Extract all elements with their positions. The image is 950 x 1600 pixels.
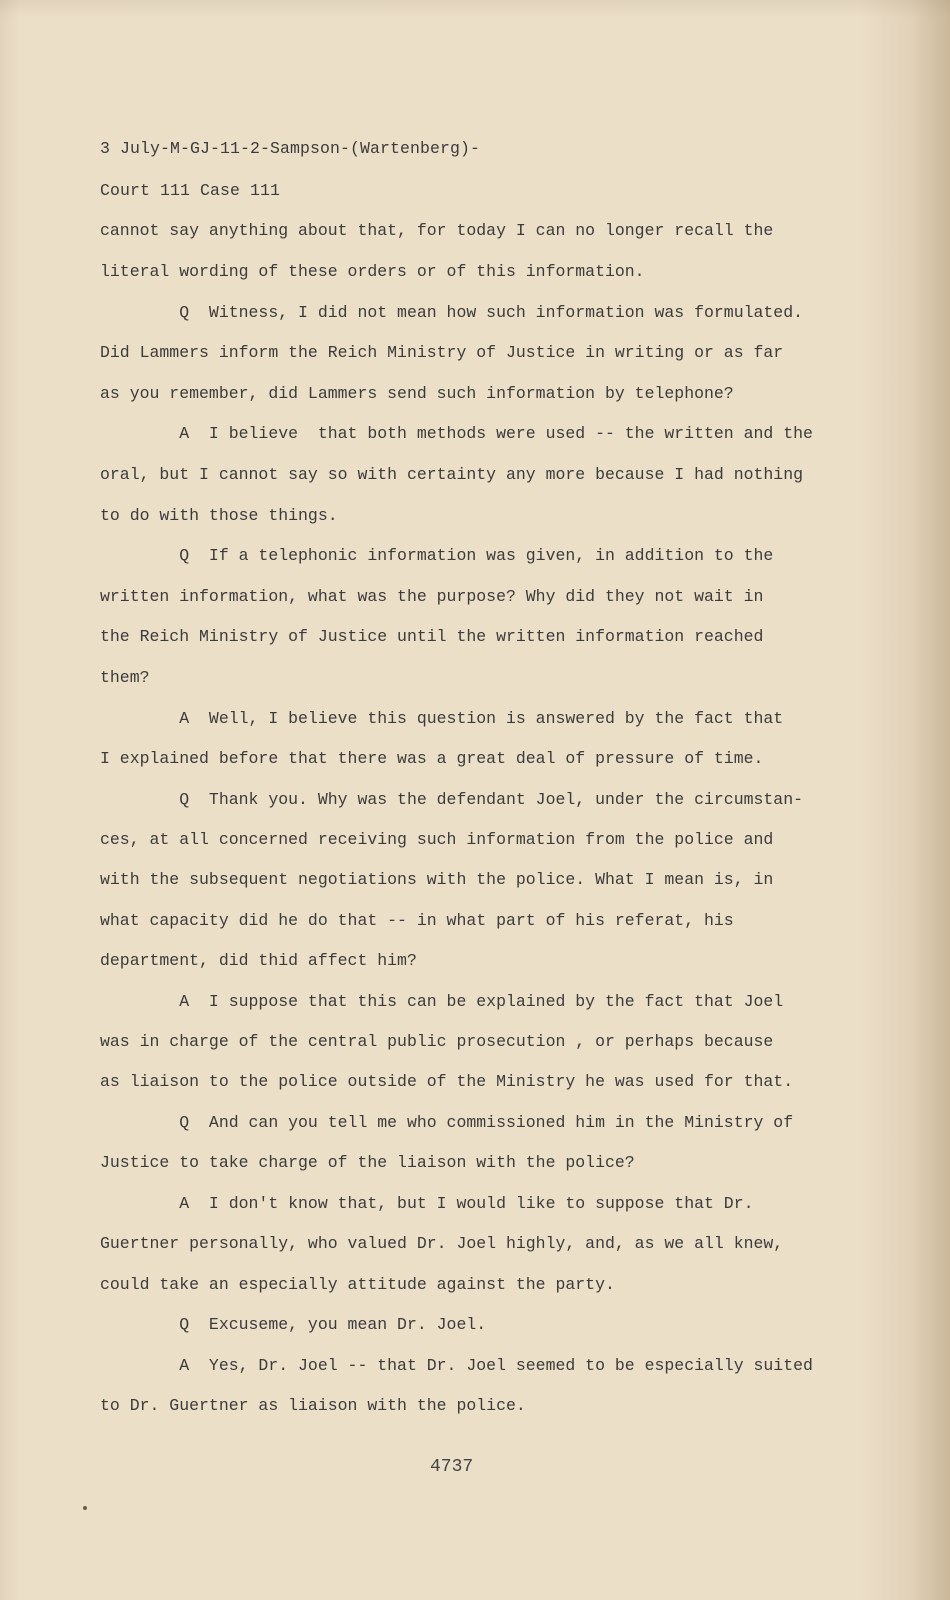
text-line: with the subsequent negotiations with the police. What I mean is, in (100, 870, 774, 889)
text-line: cannot say anything about that, for today I can no longer recall the (100, 221, 774, 240)
text-line: as liaison to the police outside of the Ministry he was used for that. (100, 1072, 794, 1091)
text-line: Q Thank you. Why was the defendant Joel, under the circumstan- (100, 790, 804, 809)
text-line: oral, but I cannot say so with certainty any more because I had nothing (100, 465, 804, 484)
text-line: Guertner personally, who valued Dr. Joel highly, and, as we all knew, (100, 1234, 784, 1253)
text-line: Q Witness, I did not mean how such information was formulated. (100, 303, 804, 322)
text-line: A Yes, Dr. Joel -- that Dr. Joel seemed to be especially suited (100, 1356, 813, 1375)
text-line: to do with those things. (100, 506, 338, 525)
text-line: A I suppose that this can be explained by the fact that Joel (100, 992, 784, 1011)
text-line: Did Lammers inform the Reich Ministry of Justice in writing or as far (100, 343, 784, 362)
case-header: 3 July-M-GJ-11-2-Sampson-(Wartenberg)- (100, 139, 481, 158)
text-line: A I believe that both methods were used -- the written and the (100, 424, 813, 443)
text-line: to Dr. Guertner as liaison with the police. (100, 1396, 526, 1415)
court-header: Court 111 Case 111 (100, 181, 281, 200)
page-number: 4737 (430, 1457, 474, 1477)
text-line: as you remember, did Lammers send such information by telephone? (100, 384, 734, 403)
text-line: was in charge of the central public prosecution , or perhaps because (100, 1032, 774, 1051)
text-line: ces, at all concerned receiving such information from the police and (100, 830, 774, 849)
text-line: what capacity did he do that -- in what part of his referat, his (100, 911, 734, 930)
text-line: the Reich Ministry of Justice until the written information reached (100, 627, 764, 646)
text-line: written information, what was the purpose? Why did they not wait in (100, 587, 764, 606)
text-line: Q And can you tell me who commissioned him in the Ministry of (100, 1113, 794, 1132)
paper-speck (83, 1506, 87, 1510)
text-line: Q Excuseme, you mean Dr. Joel. (100, 1315, 487, 1334)
text-line: A I don't know that, but I would like to suppose that Dr. (100, 1194, 754, 1213)
text-line: them? (100, 668, 150, 687)
text-line: A Well, I believe this question is answered by the fact that (100, 709, 784, 728)
text-line: Justice to take charge of the liaison with the police? (100, 1153, 635, 1172)
text-line: Q If a telephonic information was given, in addition to the (100, 546, 774, 565)
text-line: department, did thid affect him? (100, 951, 417, 970)
text-line: literal wording of these orders or of this information. (100, 262, 645, 281)
text-line: I explained before that there was a great deal of pressure of time. (100, 749, 764, 768)
text-line: could take an especially attitude against the party. (100, 1275, 615, 1294)
